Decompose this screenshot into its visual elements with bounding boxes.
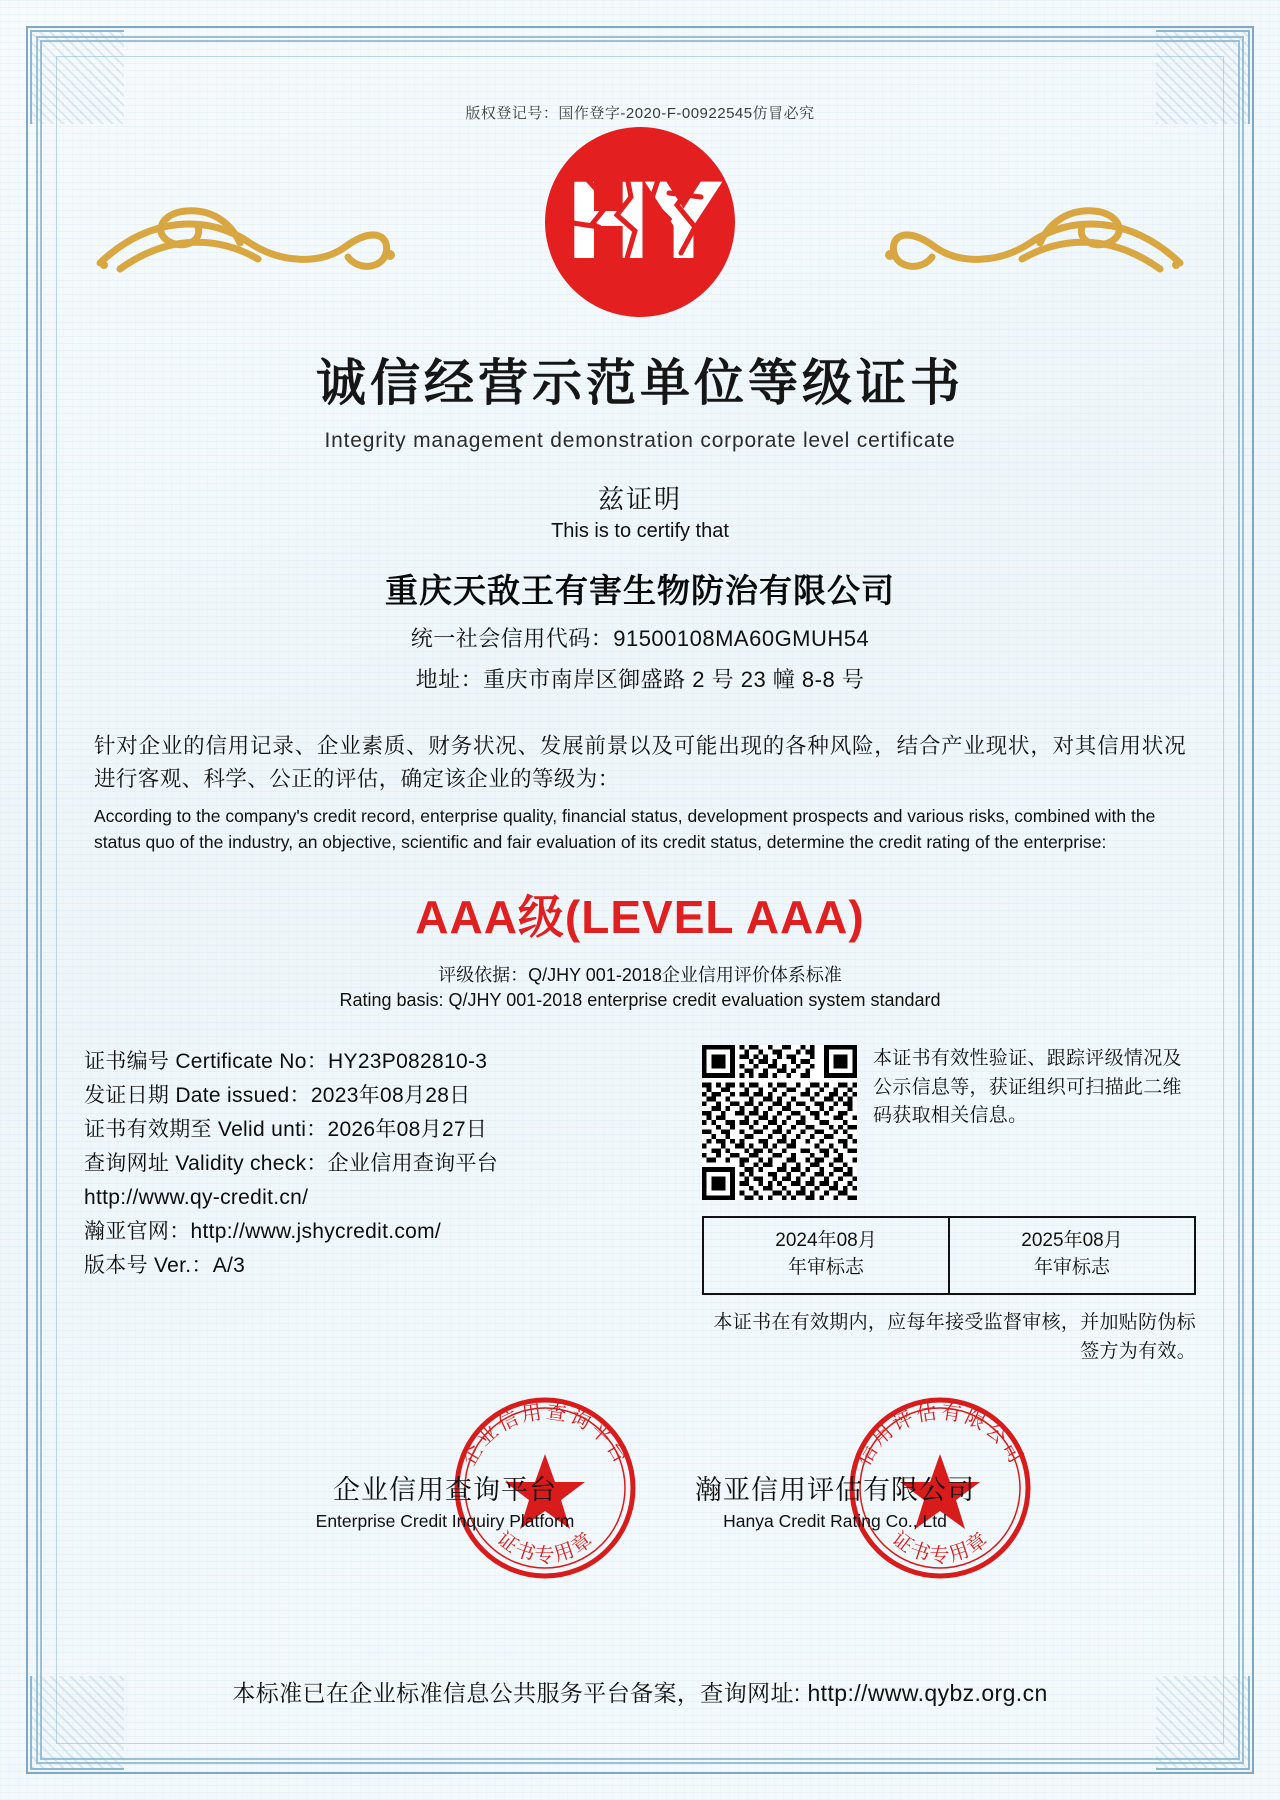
seals-section [70,1376,1210,1626]
qr-instruction-text: 本证书有效性验证、跟踪评级情况及公示信息等，获证组织可扫描此二维码获取相关信息。 [873,1048,1182,1127]
svg-text:证书专用章: 证书专用章 [887,1526,994,1568]
evaluation-statement-en: According to the company's credit record, enterprise quality, financial status, development prospects and various risks, combined with the status quo of the industry, an objective, scientific and fair evaluation of its credit status, determine the credit rating of the enterprise: [94,805,1156,852]
seal-org-name-cn: 企业信用查询平台 [333,1475,557,1506]
valid-until: 证书有效期至 Velid unti：2026年08月27日 [84,1118,488,1142]
certificate-content [70,70,1210,1730]
qr-section [702,1045,1196,1366]
annual-review-date: 2024年08月 [775,1230,877,1252]
seal-org-right [670,1468,1000,1532]
credit-level: AAA级(LEVEL AAA) [415,891,865,944]
annual-review-label: 年审标志 [787,1256,864,1278]
copyright-notice: 版权登记号：国作登字-2020-F-00922545仿冒必究 [465,105,815,122]
annual-review-box[interactable] [948,1218,1194,1293]
certify-line-en: This is to certify that [551,520,729,542]
rating-basis-en: Rating basis: Q/JHY 001-2018 enterprise credit evaluation system standard [339,990,941,1011]
validity-url[interactable]: http://www.qy-credit.cn/ [84,1186,309,1210]
date-issued: 发证日期 Date issued：2023年08月28日 [84,1084,471,1108]
company-name: 重庆天敌王有害生物防治有限公司 [385,572,895,609]
qr-code[interactable] [702,1045,857,1200]
seal-org-name-en: Hanya Credit Rating Co., Ltd [723,1511,947,1532]
rating-basis-cn: 评级依据：Q/JHY 001-2018企业信用评价体系标准 [438,965,842,986]
footer-note: 本标准已在企业标准信息公共服务平台备案，查询网址: http://www.qybz.org.cn [232,1680,1048,1706]
annual-review-box[interactable] [704,1218,948,1293]
flourish-ornament-left [90,185,420,295]
certify-line-cn: 兹证明 [597,484,682,514]
certificate-number: 证书编号 Certificate No：HY23P082810-3 [84,1050,488,1074]
flourish-ornament-right [860,185,1190,295]
evaluation-statement [70,730,1210,855]
logo-text: HY [564,161,716,283]
seal-org-name-en: Enterprise Credit Inquiry Platform [315,1511,575,1532]
version-number: 版本号 Ver.：A/3 [84,1254,246,1278]
svg-text:信用评估有限公司: 信用评估有限公司 [851,1399,1030,1470]
details-section [70,1045,1210,1366]
qr-row [702,1045,1196,1200]
seal-org-name-cn: 瀚亚信用评估有限公司 [695,1475,975,1506]
annual-review-footnote: 本证书在有效期内，应每年接受监督审核，并加贴防伪标签方为有效。 [713,1312,1196,1362]
official-website[interactable]: 瀚亚官网：http://www.jshycredit.com/ [84,1220,442,1244]
seal-organization-names [70,1468,1210,1532]
validity-check: 查询网址 Validity check：企业信用查询平台 [84,1152,499,1176]
svg-text:企业信用查询平台: 企业信用查询平台 [456,1399,635,1470]
annual-review-boxes [702,1216,1196,1295]
svg-text:证书专用章: 证书专用章 [492,1526,599,1568]
annual-review-label: 年审标志 [1033,1256,1110,1278]
credit-code: 统一社会信用代码：91500108MA60GMUH54 [410,626,870,651]
company-logo [545,127,735,317]
page-title-en: Integrity management demonstration corporate level certificate [324,429,956,452]
seal-org-left [280,1468,610,1532]
company-address: 地址：重庆市南岸区御盛路 2 号 23 幢 8-8 号 [415,667,865,692]
certificate-details [84,1045,684,1366]
evaluation-statement-cn: 针对企业的信用记录、企业素质、财务状况、发展前景以及可能出现的各种风险，结合产业现状，对其信用状况进行客观、科学、公正的评估，确定该企业的等级为： [94,734,1186,792]
annual-review-date: 2025年08月 [1021,1230,1123,1252]
page-title: 诚信经营示范单位等级证书 [316,354,964,412]
logo-row [70,127,1210,337]
